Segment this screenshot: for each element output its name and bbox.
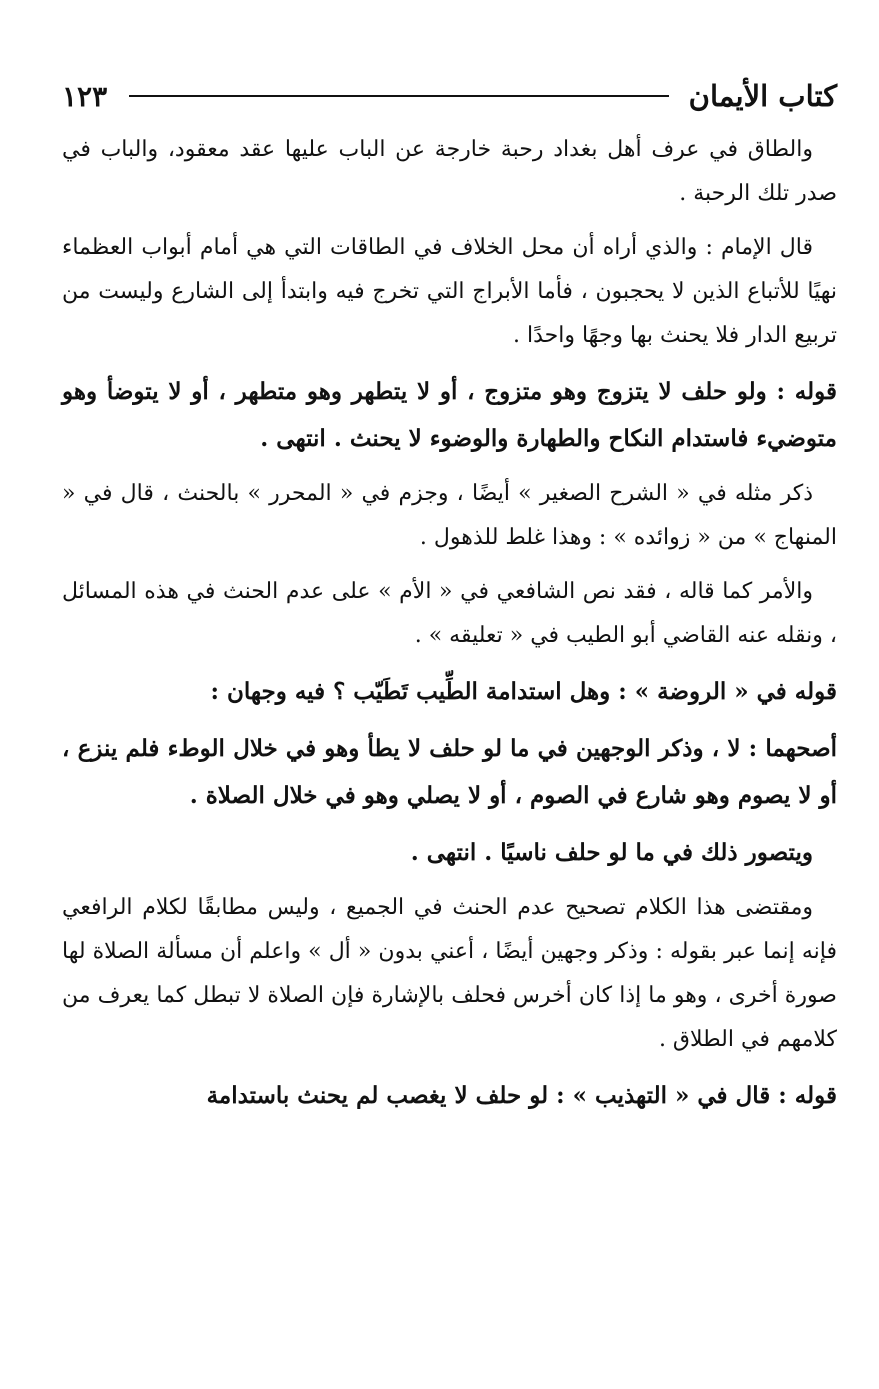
paragraph-sharh-saghir: ذكر مثله في « الشرح الصغير » أيضًا ، وجزم في « المحرر » بالحنث ، قال في « المنهاج » من « زوائده » : وهذا غلط للذهول . xyxy=(62,481,837,550)
running-title: كتاب الأيمان xyxy=(688,79,837,113)
paragraph-two-views: أصحهما : لا ، وذكر الوجهين في ما لو حلف لا يطأ وهو في خلال الوطء فلم ينزع ، أو لا يصوم وهو شارع في الصوم ، أو لا يصلي وهو في خلال الصلاة . xyxy=(62,735,837,809)
paragraph-quote-tahdhib: قوله : قال في « التهذيب » : لو حلف لا يغصب لم يحنث باستدامة xyxy=(206,1082,837,1109)
paragraph-quote-rawda: قوله في « الروضة » : وهل استدامة الطِّيب تَطَيّب ؟ فيه وجهان : xyxy=(210,678,837,705)
book-page xyxy=(62,68,837,1129)
paragraph-shafii-text: والأمر كما قاله ، فقد نص الشافعي في « الأم » على عدم الحنث في هذه المسائل ، ونقله عنه القاضي أبو الطيب في « تعليقه » . xyxy=(62,579,837,648)
header-rule xyxy=(129,95,669,97)
page-number: ١٢٣ xyxy=(62,79,108,113)
paragraph-commentary: ومقتضى هذا الكلام تصحيح عدم الحنث في الجميع ، وليس مطابقًا لكلام الرافعي فإنه إنما عبر بقوله : وذكر وجهين أيضًا ، أعني بدون « أل » واعلم أن مسألة الصلاة لها صورة أخرى ، وهو ما إذا كان أخرس فحلف بالإشارة فإن الصلاة لا تبطل كما يعرف من كلامهم في الطلاق . xyxy=(62,895,837,1052)
paragraph-imam-opinion: قال الإمام : والذي أراه أن محل الخلاف في الطاقات التي هي أمام أبواب العظماء نهيًا للأتباع الذين لا يحجبون ، فأما الأبراج التي تخرج فيه وابتدأ إلى الشارع وليست من تربيع الدار فلا يحنث بها وجهًا واحدًا . xyxy=(62,235,837,348)
paragraph-quote-marriage: قوله : ولو حلف لا يتزوج وهو متزوج ، أو لا يتطهر وهو متطهر ، أو لا يتوضأ وهو متوضيء فاستدام النكاح والطهارة والوضوء لا يحنث . انتهى . xyxy=(62,378,837,452)
paragraph-taq-definition: والطاق في عرف أهل بغداد رحبة خارجة عن الباب عليها عقد معقود، والباب في صدر تلك الرحبة . xyxy=(62,137,837,206)
page-header xyxy=(62,68,837,124)
paragraph-forgetful: ويتصور ذلك في ما لو حلف ناسيًا . انتهى . xyxy=(410,839,813,866)
